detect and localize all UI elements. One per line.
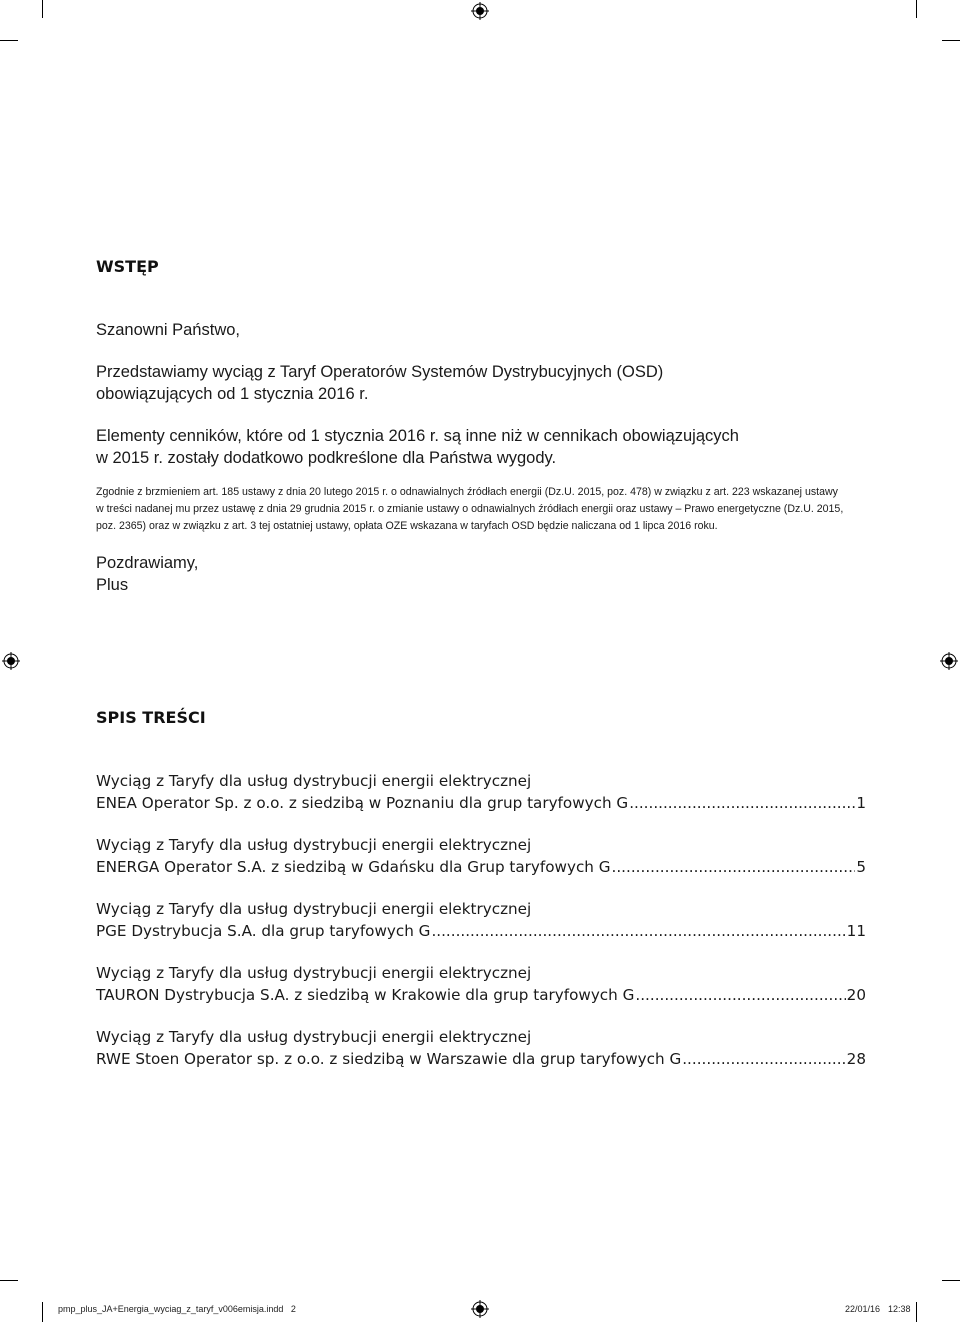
- greeting: Szanowni Państwo,: [96, 321, 240, 339]
- toc-entry-operator-text: ENEA Operator Sp. z o.o. z siedzibą w Poznaniu dla grup taryfowych G: [96, 794, 629, 812]
- toc-page-number: 5: [856, 858, 866, 876]
- text-line: w 2015 r. zostały dodatkowo podkreślone dla Państwa wygody.: [96, 449, 557, 467]
- toc-entry-operator-text: ENERGA Operator S.A. z siedzibą w Gdańsku dla Grup taryfowych G: [96, 858, 611, 876]
- toc-entry[interactable]: [96, 898, 866, 962]
- toc-entry-title: Wyciąg z Taryfy dla usług dystrybucji energii elektrycznej: [96, 964, 532, 982]
- toc-leader-dots: [629, 792, 855, 814]
- registration-mark-icon: [471, 1300, 489, 1318]
- toc-entry-operator: [96, 856, 866, 878]
- text-line: Zgodnie z brzmieniem art. 185 ustawy z dnia 20 lutego 2015 r. o odnawialnych źródłach energii (Dz.U. 2015, poz. 478) w związku z art. 223 wskazanej ustawy: [96, 486, 838, 498]
- text-line: Przedstawiamy wyciąg z Taryf Operatorów Systemów Dystrybucyjnych (OSD): [96, 363, 664, 381]
- toc-entry[interactable]: [96, 770, 866, 834]
- crop-mark-icon: [0, 40, 18, 41]
- crop-mark-icon: [42, 1302, 43, 1322]
- toc-entry-operator: [96, 792, 866, 814]
- intro-paragraph-1: [96, 361, 876, 405]
- registration-mark-icon: [2, 652, 20, 670]
- footer-time: 12:38: [888, 1304, 911, 1314]
- toc-entry-operator-text: RWE Stoen Operator sp. z o.o. z siedzibą w Warszawie dla grup taryfowych G: [96, 1050, 682, 1068]
- toc-page-number: 20: [846, 986, 866, 1004]
- intro-heading: WSTĘP: [96, 257, 159, 276]
- crop-mark-icon: [916, 0, 917, 18]
- text-line: obowiązujących od 1 stycznia 2016 r.: [96, 385, 369, 403]
- legal-note: [96, 484, 876, 535]
- crop-mark-icon: [942, 1280, 960, 1281]
- toc-entry-title: Wyciąg z Taryfy dla usług dystrybucji energii elektrycznej: [96, 836, 532, 854]
- toc-entry-title: Wyciąg z Taryfy dla usług dystrybucji energii elektrycznej: [96, 772, 532, 790]
- toc-leader-dots: [431, 920, 845, 942]
- toc-entry-operator-text: PGE Dystrybucja S.A. dla grup taryfowych G: [96, 922, 431, 940]
- intro-paragraph-2: [96, 425, 876, 469]
- crop-mark-icon: [942, 40, 960, 41]
- toc-page-number: 1: [856, 794, 866, 812]
- text-line: Elementy cenników, które od 1 stycznia 2016 r. są inne niż w cennikach obowiązujących: [96, 427, 739, 445]
- closing-greeting: Pozdrawiamy,: [96, 554, 199, 572]
- toc-leader-dots: [635, 984, 845, 1006]
- toc-heading: SPIS TREŚCI: [96, 708, 206, 727]
- toc-page-number: 11: [846, 922, 866, 940]
- toc-entry[interactable]: [96, 834, 866, 898]
- toc-entry-title: Wyciąg z Taryfy dla usług dystrybucji energii elektrycznej: [96, 900, 532, 918]
- toc-entry[interactable]: [96, 1026, 866, 1090]
- closing: [96, 552, 876, 596]
- toc-entry-title: Wyciąg z Taryfy dla usług dystrybucji energii elektrycznej: [96, 1028, 532, 1046]
- text-line: poz. 2365) oraz w związku z art. 3 tej ostatniej ustawy, opłata OZE wskazana w taryfach OSD będzie naliczana od 1 lipca 2016 roku.: [96, 520, 718, 532]
- signature: Plus: [96, 576, 129, 594]
- toc-entry-operator: [96, 984, 866, 1006]
- toc-entry-operator-text: TAURON Dystrybucja S.A. z siedzibą w Krakowie dla grup taryfowych G: [96, 986, 635, 1004]
- crop-mark-icon: [0, 1280, 18, 1281]
- toc-entry[interactable]: [96, 962, 866, 1026]
- registration-mark-icon: [940, 652, 958, 670]
- registration-mark-icon: [471, 2, 489, 20]
- toc-leader-dots: [682, 1048, 845, 1070]
- toc-entry-operator: [96, 1048, 866, 1070]
- crop-mark-icon: [916, 1302, 917, 1322]
- table-of-contents: [96, 770, 866, 1090]
- toc-page-number: 28: [846, 1050, 866, 1068]
- footer-date: 22/01/16: [845, 1304, 881, 1314]
- text-line: w treści nadanej mu przez ustawę z dnia 29 grudnia 2015 r. o zmianie ustawy o odnawialnych źródłach energii oraz ustawy – Prawo energetyczne (Dz.U. 2015,: [96, 503, 844, 515]
- footer-filename: pmp_plus_JA+Energia_wyciag_z_taryf_v006emisja.indd 2: [58, 1304, 296, 1314]
- crop-mark-icon: [42, 0, 43, 18]
- toc-entry-operator: [96, 920, 866, 942]
- toc-leader-dots: [612, 856, 856, 878]
